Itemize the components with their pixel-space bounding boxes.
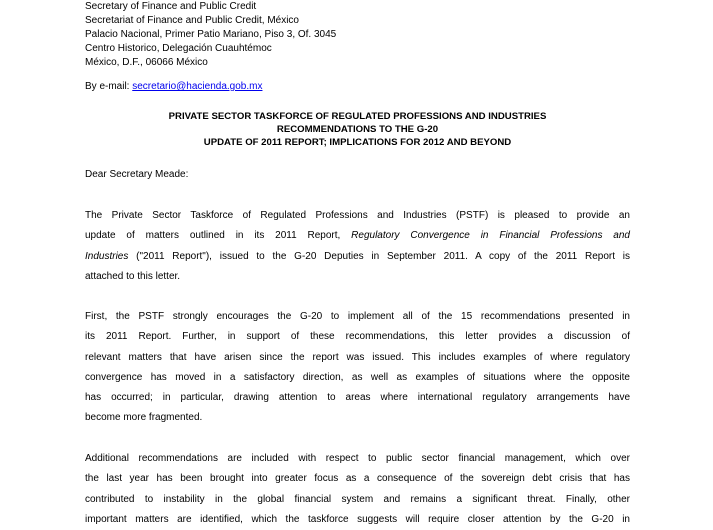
subject-line-3: UPDATE OF 2011 REPORT; IMPLICATIONS FOR 2012 AND BEYOND <box>203 137 512 148</box>
address-line-3: Palacio Nacional, Primer Patio Mariano, Piso 3, Of. 3045 <box>85 29 337 40</box>
salutation: Dear Secretary Meade: <box>85 169 189 180</box>
subject-line-1: PRIVATE SECTOR TASKFORCE OF REGULATED PROFESSIONS AND INDUSTRIES <box>168 111 547 122</box>
report-title-part-1: Regulatory Convergence in Financial Professions and <box>351 230 630 242</box>
paragraph-1-line-3 <box>85 247 630 267</box>
paragraph-2-line-5: has occurred; in particular, drawing attention to areas where international regulatory arrangements have <box>85 392 630 404</box>
paragraph-1-line-4: attached to this letter. <box>85 270 181 282</box>
report-title-part-2: Industries <box>85 250 129 262</box>
address-line-1: Secretary of Finance and Public Credit <box>85 1 257 12</box>
paragraph-3-line-4: important matters are identified, which the taskforce suggests will require closer attention by the G-20 in <box>85 513 630 525</box>
paragraph-2-line-2: its 2011 Report. Further, in support of these recommendations, this letter provides a discussion of <box>85 331 630 343</box>
email-link[interactable]: secretario@hacienda.gob.mx <box>132 81 263 92</box>
paragraph-3 <box>85 449 630 530</box>
paragraph-1 <box>85 206 630 287</box>
paragraph-1-line-2-text: update of matters outlined in its 2011 Report, <box>85 230 352 242</box>
paragraph-1-line-3-text: ("2011 Report"), issued to the G-20 Deputies in September 2011. A copy of the 2011 Report is <box>128 250 630 262</box>
paragraph-3-line-1: Additional recommendations are included with respect to public sector financial management, which over <box>85 453 630 464</box>
address-line-5: México, D.F., 06066 México <box>85 57 208 68</box>
paragraph-2-line-3: relevant matters that have arisen since the report was issued. This includes examples of where regulatory <box>85 351 630 363</box>
subject-heading <box>85 110 630 149</box>
address-line-4: Centro Historico, Delegación Cuauhtémoc <box>85 43 272 54</box>
paragraph-3-line-2: the last year has been brought into greater focus as a consequence of the sovereign debt crisis that has <box>85 473 630 485</box>
paragraph-1-line-2 <box>85 226 630 246</box>
address-line-2: Secretariat of Finance and Public Credit, México <box>85 15 299 26</box>
paragraph-2-line-6: become more fragmented. <box>85 412 203 424</box>
delivery-line <box>85 81 262 92</box>
paragraph-2 <box>85 307 630 429</box>
paragraph-1-line-1: The Private Sector Taskforce of Regulated Professions and Industries (PSTF) is pleased to provide an <box>85 210 630 221</box>
subject-line-2: RECOMMENDATIONS TO THE G-20 <box>276 124 439 135</box>
paragraph-2-line-4: convergence has moved in a satisfactory direction, as well as examples of situations where the opposite <box>85 371 630 383</box>
delivery-prefix: By e-mail: <box>85 81 133 92</box>
paragraph-2-line-1: First, the PSTF strongly encourages the G-20 to implement all of the 15 recommendations presented in <box>85 311 630 322</box>
paragraph-3-line-3: contributed to instability in the global financial system and remains a significant threat. Finally, other <box>85 493 630 505</box>
